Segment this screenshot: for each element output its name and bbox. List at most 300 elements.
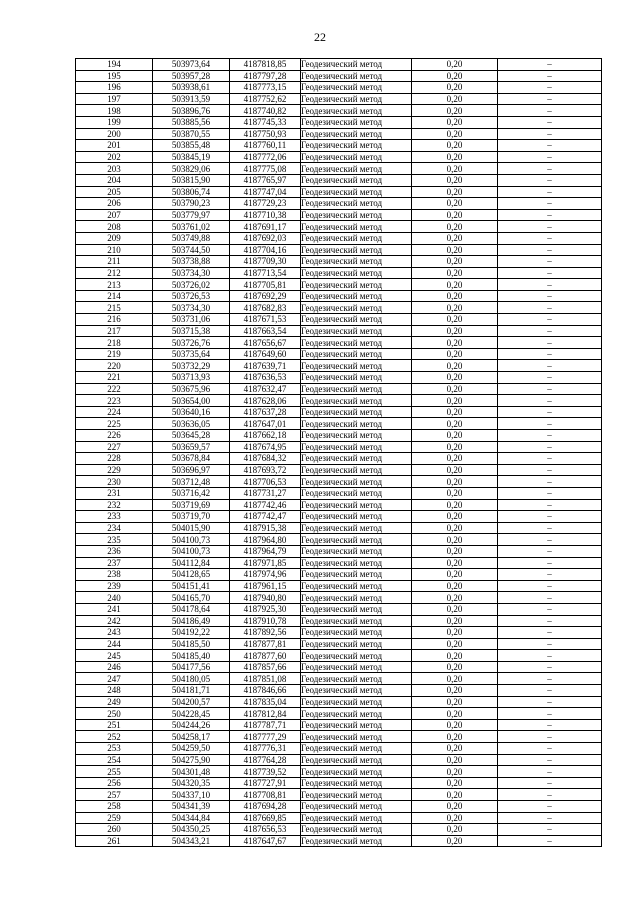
point-number-cell: 250 bbox=[76, 708, 153, 720]
y-coordinate-cell: 4187649,60 bbox=[230, 348, 301, 360]
x-coordinate-cell: 503712,48 bbox=[153, 476, 230, 488]
point-number-cell: 251 bbox=[76, 719, 153, 731]
table-row bbox=[76, 638, 602, 650]
accuracy-cell: 0,20 bbox=[412, 430, 498, 442]
x-coordinate-cell: 503913,59 bbox=[153, 93, 230, 105]
table-row bbox=[76, 302, 602, 314]
x-coordinate-cell: 503719,70 bbox=[153, 511, 230, 523]
y-coordinate-cell: 4187877,60 bbox=[230, 650, 301, 662]
description-cell: – bbox=[498, 221, 602, 233]
x-coordinate-cell: 504177,56 bbox=[153, 661, 230, 673]
x-coordinate-cell: 503855,48 bbox=[153, 140, 230, 152]
y-coordinate-cell: 4187740,82 bbox=[230, 105, 301, 117]
description-cell: – bbox=[498, 70, 602, 82]
table-row bbox=[76, 209, 602, 221]
table-row bbox=[76, 221, 602, 233]
point-number-cell: 239 bbox=[76, 580, 153, 592]
x-coordinate-cell: 504350,25 bbox=[153, 824, 230, 836]
y-coordinate-cell: 4187851,08 bbox=[230, 673, 301, 685]
method-cell: Геодезический метод bbox=[301, 650, 412, 662]
description-cell: – bbox=[498, 151, 602, 163]
description-cell: – bbox=[498, 198, 602, 210]
method-cell: Геодезический метод bbox=[301, 545, 412, 557]
table-row bbox=[76, 650, 602, 662]
description-cell: – bbox=[498, 801, 602, 813]
y-coordinate-cell: 4187729,23 bbox=[230, 198, 301, 210]
method-cell: Геодезический метод bbox=[301, 221, 412, 233]
method-cell: Геодезический метод bbox=[301, 766, 412, 778]
x-coordinate-cell: 503726,76 bbox=[153, 337, 230, 349]
accuracy-cell: 0,20 bbox=[412, 627, 498, 639]
description-cell: – bbox=[498, 696, 602, 708]
description-cell: – bbox=[498, 754, 602, 766]
x-coordinate-cell: 503957,28 bbox=[153, 70, 230, 82]
table-row bbox=[76, 430, 602, 442]
accuracy-cell: 0,20 bbox=[412, 580, 498, 592]
y-coordinate-cell: 4187731,27 bbox=[230, 487, 301, 499]
table-row bbox=[76, 267, 602, 279]
point-number-cell: 199 bbox=[76, 116, 153, 128]
table-row bbox=[76, 487, 602, 499]
y-coordinate-cell: 4187647,67 bbox=[230, 835, 301, 847]
x-coordinate-cell: 504151,41 bbox=[153, 580, 230, 592]
accuracy-cell: 0,20 bbox=[412, 638, 498, 650]
accuracy-cell: 0,20 bbox=[412, 522, 498, 534]
x-coordinate-cell: 504100,73 bbox=[153, 534, 230, 546]
description-cell: – bbox=[498, 441, 602, 453]
coordinates-table bbox=[75, 58, 602, 847]
description-cell: – bbox=[498, 627, 602, 639]
point-number-cell: 254 bbox=[76, 754, 153, 766]
accuracy-cell: 0,20 bbox=[412, 256, 498, 268]
table-row bbox=[76, 824, 602, 836]
point-number-cell: 243 bbox=[76, 627, 153, 639]
table-row bbox=[76, 812, 602, 824]
y-coordinate-cell: 4187663,54 bbox=[230, 325, 301, 337]
table-row bbox=[76, 789, 602, 801]
description-cell: – bbox=[498, 360, 602, 372]
method-cell: Геодезический метод bbox=[301, 70, 412, 82]
description-cell: – bbox=[498, 569, 602, 581]
accuracy-cell: 0,20 bbox=[412, 279, 498, 291]
description-cell: – bbox=[498, 731, 602, 743]
y-coordinate-cell: 4187915,38 bbox=[230, 522, 301, 534]
table-row bbox=[76, 93, 602, 105]
point-number-cell: 231 bbox=[76, 487, 153, 499]
y-coordinate-cell: 4187892,56 bbox=[230, 627, 301, 639]
accuracy-cell: 0,20 bbox=[412, 673, 498, 685]
table-row bbox=[76, 766, 602, 778]
accuracy-cell: 0,20 bbox=[412, 464, 498, 476]
method-cell: Геодезический метод bbox=[301, 314, 412, 326]
accuracy-cell: 0,20 bbox=[412, 615, 498, 627]
y-coordinate-cell: 4187925,30 bbox=[230, 603, 301, 615]
x-coordinate-cell: 504200,57 bbox=[153, 696, 230, 708]
point-number-cell: 223 bbox=[76, 395, 153, 407]
accuracy-cell: 0,20 bbox=[412, 789, 498, 801]
y-coordinate-cell: 4187637,28 bbox=[230, 406, 301, 418]
description-cell: – bbox=[498, 603, 602, 615]
method-cell: Геодезический метод bbox=[301, 661, 412, 673]
description-cell: – bbox=[498, 232, 602, 244]
y-coordinate-cell: 4187797,28 bbox=[230, 70, 301, 82]
y-coordinate-cell: 4187940,80 bbox=[230, 592, 301, 604]
y-coordinate-cell: 4187628,06 bbox=[230, 395, 301, 407]
table-row bbox=[76, 151, 602, 163]
accuracy-cell: 0,20 bbox=[412, 186, 498, 198]
point-number-cell: 214 bbox=[76, 290, 153, 302]
method-cell: Геодезический метод bbox=[301, 430, 412, 442]
method-cell: Геодезический метод bbox=[301, 685, 412, 697]
point-number-cell: 245 bbox=[76, 650, 153, 662]
method-cell: Геодезический метод bbox=[301, 59, 412, 71]
point-number-cell: 204 bbox=[76, 174, 153, 186]
y-coordinate-cell: 4187662,18 bbox=[230, 430, 301, 442]
method-cell: Геодезический метод bbox=[301, 128, 412, 140]
method-cell: Геодезический метод bbox=[301, 256, 412, 268]
x-coordinate-cell: 503790,23 bbox=[153, 198, 230, 210]
point-number-cell: 258 bbox=[76, 801, 153, 813]
x-coordinate-cell: 504165,70 bbox=[153, 592, 230, 604]
description-cell: – bbox=[498, 174, 602, 186]
description-cell: – bbox=[498, 453, 602, 465]
method-cell: Геодезический метод bbox=[301, 209, 412, 221]
point-number-cell: 229 bbox=[76, 464, 153, 476]
method-cell: Геодезический метод bbox=[301, 337, 412, 349]
x-coordinate-cell: 503659,57 bbox=[153, 441, 230, 453]
accuracy-cell: 0,20 bbox=[412, 290, 498, 302]
method-cell: Геодезический метод bbox=[301, 232, 412, 244]
point-number-cell: 238 bbox=[76, 569, 153, 581]
x-coordinate-cell: 503734,30 bbox=[153, 302, 230, 314]
method-cell: Геодезический метод bbox=[301, 754, 412, 766]
y-coordinate-cell: 4187964,79 bbox=[230, 545, 301, 557]
y-coordinate-cell: 4187752,62 bbox=[230, 93, 301, 105]
method-cell: Геодезический метод bbox=[301, 696, 412, 708]
table-row bbox=[76, 198, 602, 210]
point-number-cell: 196 bbox=[76, 82, 153, 94]
table-row bbox=[76, 708, 602, 720]
method-cell: Геодезический метод bbox=[301, 580, 412, 592]
y-coordinate-cell: 4187773,15 bbox=[230, 82, 301, 94]
accuracy-cell: 0,20 bbox=[412, 650, 498, 662]
description-cell: – bbox=[498, 337, 602, 349]
x-coordinate-cell: 503636,05 bbox=[153, 418, 230, 430]
description-cell: – bbox=[498, 743, 602, 755]
y-coordinate-cell: 4187656,67 bbox=[230, 337, 301, 349]
description-cell: – bbox=[498, 395, 602, 407]
table-row bbox=[76, 464, 602, 476]
x-coordinate-cell: 503726,02 bbox=[153, 279, 230, 291]
accuracy-cell: 0,20 bbox=[412, 441, 498, 453]
table-row bbox=[76, 59, 602, 71]
table-row bbox=[76, 232, 602, 244]
x-coordinate-cell: 504181,71 bbox=[153, 685, 230, 697]
accuracy-cell: 0,20 bbox=[412, 302, 498, 314]
description-cell: – bbox=[498, 592, 602, 604]
table-row bbox=[76, 696, 602, 708]
point-number-cell: 246 bbox=[76, 661, 153, 673]
accuracy-cell: 0,20 bbox=[412, 777, 498, 789]
x-coordinate-cell: 504100,73 bbox=[153, 545, 230, 557]
y-coordinate-cell: 4187639,71 bbox=[230, 360, 301, 372]
accuracy-cell: 0,20 bbox=[412, 314, 498, 326]
method-cell: Геодезический метод bbox=[301, 627, 412, 639]
point-number-cell: 230 bbox=[76, 476, 153, 488]
point-number-cell: 234 bbox=[76, 522, 153, 534]
x-coordinate-cell: 504185,40 bbox=[153, 650, 230, 662]
x-coordinate-cell: 503732,29 bbox=[153, 360, 230, 372]
method-cell: Геодезический метод bbox=[301, 499, 412, 511]
method-cell: Геодезический метод bbox=[301, 835, 412, 847]
y-coordinate-cell: 4187705,81 bbox=[230, 279, 301, 291]
table-row bbox=[76, 70, 602, 82]
accuracy-cell: 0,20 bbox=[412, 708, 498, 720]
table-row bbox=[76, 360, 602, 372]
method-cell: Геодезический метод bbox=[301, 824, 412, 836]
method-cell: Геодезический метод bbox=[301, 801, 412, 813]
table-row bbox=[76, 835, 602, 847]
table-row bbox=[76, 244, 602, 256]
y-coordinate-cell: 4187846,66 bbox=[230, 685, 301, 697]
accuracy-cell: 0,20 bbox=[412, 534, 498, 546]
accuracy-cell: 0,20 bbox=[412, 719, 498, 731]
x-coordinate-cell: 503678,84 bbox=[153, 453, 230, 465]
description-cell: – bbox=[498, 314, 602, 326]
accuracy-cell: 0,20 bbox=[412, 685, 498, 697]
x-coordinate-cell: 504112,84 bbox=[153, 557, 230, 569]
description-cell: – bbox=[498, 406, 602, 418]
table-row bbox=[76, 511, 602, 523]
y-coordinate-cell: 4187747,04 bbox=[230, 186, 301, 198]
y-coordinate-cell: 4187910,78 bbox=[230, 615, 301, 627]
point-number-cell: 225 bbox=[76, 418, 153, 430]
x-coordinate-cell: 504259,50 bbox=[153, 743, 230, 755]
method-cell: Геодезический метод bbox=[301, 638, 412, 650]
accuracy-cell: 0,20 bbox=[412, 545, 498, 557]
accuracy-cell: 0,20 bbox=[412, 174, 498, 186]
method-cell: Геодезический метод bbox=[301, 592, 412, 604]
y-coordinate-cell: 4187818,85 bbox=[230, 59, 301, 71]
point-number-cell: 221 bbox=[76, 372, 153, 384]
accuracy-cell: 0,20 bbox=[412, 812, 498, 824]
point-number-cell: 255 bbox=[76, 766, 153, 778]
method-cell: Геодезический метод bbox=[301, 279, 412, 291]
method-cell: Геодезический метод bbox=[301, 267, 412, 279]
description-cell: – bbox=[498, 557, 602, 569]
method-cell: Геодезический метод bbox=[301, 93, 412, 105]
x-coordinate-cell: 504301,48 bbox=[153, 766, 230, 778]
description-cell: – bbox=[498, 279, 602, 291]
table-row bbox=[76, 661, 602, 673]
description-cell: – bbox=[498, 59, 602, 71]
accuracy-cell: 0,20 bbox=[412, 406, 498, 418]
method-cell: Геодезический метод bbox=[301, 325, 412, 337]
y-coordinate-cell: 4187692,03 bbox=[230, 232, 301, 244]
description-cell: – bbox=[498, 661, 602, 673]
x-coordinate-cell: 503896,76 bbox=[153, 105, 230, 117]
point-number-cell: 227 bbox=[76, 441, 153, 453]
description-cell: – bbox=[498, 615, 602, 627]
y-coordinate-cell: 4187671,53 bbox=[230, 314, 301, 326]
x-coordinate-cell: 503645,28 bbox=[153, 430, 230, 442]
x-coordinate-cell: 503726,53 bbox=[153, 290, 230, 302]
method-cell: Геодезический метод bbox=[301, 476, 412, 488]
method-cell: Геодезический метод bbox=[301, 82, 412, 94]
point-number-cell: 253 bbox=[76, 743, 153, 755]
description-cell: – bbox=[498, 383, 602, 395]
y-coordinate-cell: 4187632,47 bbox=[230, 383, 301, 395]
table-row bbox=[76, 337, 602, 349]
point-number-cell: 244 bbox=[76, 638, 153, 650]
x-coordinate-cell: 503734,30 bbox=[153, 267, 230, 279]
method-cell: Геодезический метод bbox=[301, 163, 412, 175]
table-row bbox=[76, 406, 602, 418]
description-cell: – bbox=[498, 418, 602, 430]
table-row bbox=[76, 453, 602, 465]
y-coordinate-cell: 4187812,84 bbox=[230, 708, 301, 720]
accuracy-cell: 0,20 bbox=[412, 824, 498, 836]
x-coordinate-cell: 504320,35 bbox=[153, 777, 230, 789]
accuracy-cell: 0,20 bbox=[412, 453, 498, 465]
point-number-cell: 210 bbox=[76, 244, 153, 256]
x-coordinate-cell: 503885,56 bbox=[153, 116, 230, 128]
method-cell: Геодезический метод bbox=[301, 418, 412, 430]
table-row bbox=[76, 348, 602, 360]
point-number-cell: 212 bbox=[76, 267, 153, 279]
accuracy-cell: 0,20 bbox=[412, 487, 498, 499]
description-cell: – bbox=[498, 140, 602, 152]
description-cell: – bbox=[498, 256, 602, 268]
y-coordinate-cell: 4187708,81 bbox=[230, 789, 301, 801]
x-coordinate-cell: 503696,97 bbox=[153, 464, 230, 476]
accuracy-cell: 0,20 bbox=[412, 743, 498, 755]
x-coordinate-cell: 503815,90 bbox=[153, 174, 230, 186]
point-number-cell: 226 bbox=[76, 430, 153, 442]
method-cell: Геодезический метод bbox=[301, 673, 412, 685]
table-row bbox=[76, 105, 602, 117]
accuracy-cell: 0,20 bbox=[412, 754, 498, 766]
y-coordinate-cell: 4187691,17 bbox=[230, 221, 301, 233]
x-coordinate-cell: 504186,49 bbox=[153, 615, 230, 627]
method-cell: Геодезический метод bbox=[301, 731, 412, 743]
point-number-cell: 205 bbox=[76, 186, 153, 198]
accuracy-cell: 0,20 bbox=[412, 731, 498, 743]
point-number-cell: 260 bbox=[76, 824, 153, 836]
description-cell: – bbox=[498, 511, 602, 523]
point-number-cell: 241 bbox=[76, 603, 153, 615]
description-cell: – bbox=[498, 685, 602, 697]
x-coordinate-cell: 503716,42 bbox=[153, 487, 230, 499]
accuracy-cell: 0,20 bbox=[412, 418, 498, 430]
y-coordinate-cell: 4187713,54 bbox=[230, 267, 301, 279]
y-coordinate-cell: 4187877,81 bbox=[230, 638, 301, 650]
description-cell: – bbox=[498, 487, 602, 499]
point-number-cell: 220 bbox=[76, 360, 153, 372]
point-number-cell: 219 bbox=[76, 348, 153, 360]
x-coordinate-cell: 503845,19 bbox=[153, 151, 230, 163]
x-coordinate-cell: 503640,16 bbox=[153, 406, 230, 418]
description-cell: – bbox=[498, 476, 602, 488]
x-coordinate-cell: 504228,45 bbox=[153, 708, 230, 720]
description-cell: – bbox=[498, 464, 602, 476]
y-coordinate-cell: 4187704,16 bbox=[230, 244, 301, 256]
x-coordinate-cell: 503735,64 bbox=[153, 348, 230, 360]
description-cell: – bbox=[498, 209, 602, 221]
description-cell: – bbox=[498, 82, 602, 94]
x-coordinate-cell: 504258,17 bbox=[153, 731, 230, 743]
description-cell: – bbox=[498, 105, 602, 117]
description-cell: – bbox=[498, 719, 602, 731]
method-cell: Геодезический метод bbox=[301, 198, 412, 210]
point-number-cell: 202 bbox=[76, 151, 153, 163]
method-cell: Геодезический метод bbox=[301, 151, 412, 163]
description-cell: – bbox=[498, 186, 602, 198]
method-cell: Геодезический метод bbox=[301, 174, 412, 186]
description-cell: – bbox=[498, 812, 602, 824]
y-coordinate-cell: 4187693,72 bbox=[230, 464, 301, 476]
accuracy-cell: 0,20 bbox=[412, 801, 498, 813]
accuracy-cell: 0,20 bbox=[412, 116, 498, 128]
table-row bbox=[76, 754, 602, 766]
y-coordinate-cell: 4187684,32 bbox=[230, 453, 301, 465]
accuracy-cell: 0,20 bbox=[412, 128, 498, 140]
table-row bbox=[76, 801, 602, 813]
x-coordinate-cell: 504343,21 bbox=[153, 835, 230, 847]
y-coordinate-cell: 4187706,53 bbox=[230, 476, 301, 488]
description-cell: – bbox=[498, 163, 602, 175]
accuracy-cell: 0,20 bbox=[412, 661, 498, 673]
y-coordinate-cell: 4187739,52 bbox=[230, 766, 301, 778]
table-row bbox=[76, 522, 602, 534]
y-coordinate-cell: 4187971,85 bbox=[230, 557, 301, 569]
point-number-cell: 256 bbox=[76, 777, 153, 789]
x-coordinate-cell: 504178,64 bbox=[153, 603, 230, 615]
accuracy-cell: 0,20 bbox=[412, 348, 498, 360]
point-number-cell: 232 bbox=[76, 499, 153, 511]
description-cell: – bbox=[498, 348, 602, 360]
x-coordinate-cell: 503870,55 bbox=[153, 128, 230, 140]
y-coordinate-cell: 4187656,53 bbox=[230, 824, 301, 836]
accuracy-cell: 0,20 bbox=[412, 337, 498, 349]
y-coordinate-cell: 4187745,33 bbox=[230, 116, 301, 128]
method-cell: Геодезический метод bbox=[301, 708, 412, 720]
table-row bbox=[76, 441, 602, 453]
accuracy-cell: 0,20 bbox=[412, 93, 498, 105]
method-cell: Геодезический метод bbox=[301, 615, 412, 627]
table-row bbox=[76, 569, 602, 581]
accuracy-cell: 0,20 bbox=[412, 232, 498, 244]
y-coordinate-cell: 4187835,04 bbox=[230, 696, 301, 708]
y-coordinate-cell: 4187776,31 bbox=[230, 743, 301, 755]
accuracy-cell: 0,20 bbox=[412, 603, 498, 615]
method-cell: Геодезический метод bbox=[301, 522, 412, 534]
table-row bbox=[76, 418, 602, 430]
x-coordinate-cell: 504128,65 bbox=[153, 569, 230, 581]
x-coordinate-cell: 503779,97 bbox=[153, 209, 230, 221]
y-coordinate-cell: 4187765,97 bbox=[230, 174, 301, 186]
point-number-cell: 235 bbox=[76, 534, 153, 546]
y-coordinate-cell: 4187775,08 bbox=[230, 163, 301, 175]
method-cell: Геодезический метод bbox=[301, 395, 412, 407]
point-number-cell: 209 bbox=[76, 232, 153, 244]
description-cell: – bbox=[498, 789, 602, 801]
y-coordinate-cell: 4187682,83 bbox=[230, 302, 301, 314]
method-cell: Геодезический метод bbox=[301, 302, 412, 314]
description-cell: – bbox=[498, 430, 602, 442]
y-coordinate-cell: 4187709,30 bbox=[230, 256, 301, 268]
description-cell: – bbox=[498, 499, 602, 511]
